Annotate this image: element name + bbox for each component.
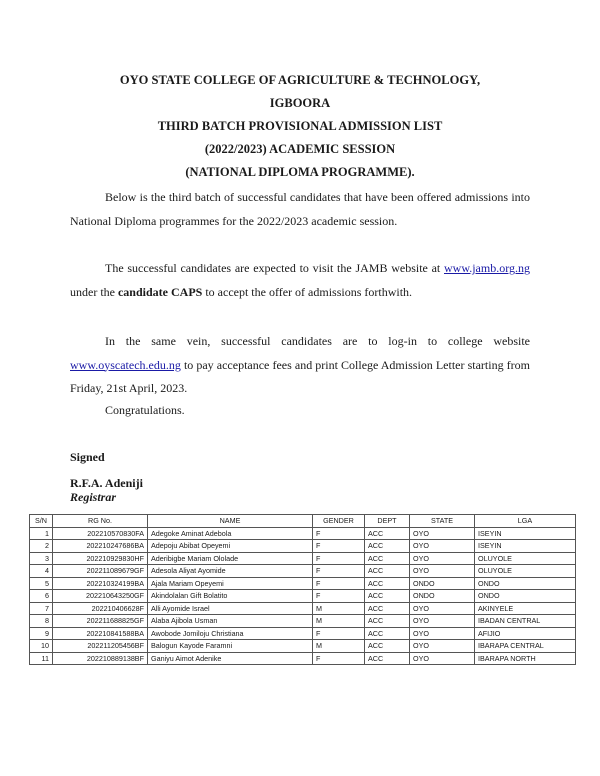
cell-state: OYO: [410, 652, 475, 665]
cell-dept: ACC: [365, 552, 410, 565]
cell-gender: F: [313, 527, 365, 540]
cell-gender: F: [313, 577, 365, 590]
paragraph-college-post: to pay acceptance fees and print College Admission Letter starting from Friday, 21st April, 2023.: [70, 357, 530, 395]
cell-state: OYO: [410, 615, 475, 628]
cell-state: OYO: [410, 552, 475, 565]
table-row: [30, 527, 576, 540]
cell-gender: F: [313, 540, 365, 553]
cell-state: ONDO: [410, 577, 475, 590]
cell-rg-no: 202210324199BA: [53, 577, 148, 590]
cell-lga: IBADAN CENTRAL: [475, 615, 576, 628]
cell-state: OYO: [410, 565, 475, 578]
cell-name: Adegoke Aminat Adebola: [148, 527, 313, 540]
paragraph-jamb-pre: The successful candidates are expected to visit the JAMB website at: [105, 261, 444, 275]
cell-lga: ONDO: [475, 577, 576, 590]
cell-gender: M: [313, 640, 365, 653]
table-row: [30, 602, 576, 615]
heading-line-list-title: THIRD BATCH PROVISIONAL ADMISSION LIST: [157, 119, 443, 133]
cell-lga: IBARAPA CENTRAL: [475, 640, 576, 653]
cell-dept: ACC: [365, 652, 410, 665]
cell-dept: ACC: [365, 540, 410, 553]
cell-lga: ISEYIN: [475, 527, 576, 540]
cell-gender: F: [313, 552, 365, 565]
cell-name: Awobode Jomiloju Christiana: [148, 627, 313, 640]
paragraph-college: [70, 330, 530, 401]
cell-name: Akindolalan Gift Bolatito: [148, 590, 313, 603]
paragraph-jamb-post: to accept the offer of admissions forthwith.: [202, 284, 413, 299]
cell-sn: 10: [30, 640, 53, 653]
registrar-title: Registrar: [70, 490, 117, 504]
cell-sn: 6: [30, 590, 53, 603]
cell-gender: F: [313, 627, 365, 640]
cell-name: Alli Ayomide Israel: [148, 602, 313, 615]
heading-line-session: (2022/2023) ACADEMIC SESSION: [204, 142, 396, 156]
cell-gender: M: [313, 602, 365, 615]
cell-dept: ACC: [365, 527, 410, 540]
cell-state: OYO: [410, 527, 475, 540]
cell-sn: 9: [30, 627, 53, 640]
jamb-website-link[interactable]: www.jamb.org.ng: [444, 261, 530, 275]
cell-rg-no: 202210841588BA: [53, 627, 148, 640]
paragraph-intro: [70, 186, 530, 233]
cell-dept: ACC: [365, 602, 410, 615]
table-row: [30, 590, 576, 603]
table-row: [30, 552, 576, 565]
cell-name: Ganiyu Aimot Adenike: [148, 652, 313, 665]
document-heading: [60, 69, 540, 184]
paragraph-congratulations: [70, 399, 530, 423]
cell-rg-no: 202211688825GF: [53, 615, 148, 628]
table-row: [30, 640, 576, 653]
cell-dept: ACC: [365, 615, 410, 628]
cell-lga: OLUYOLE: [475, 552, 576, 565]
cell-lga: ONDO: [475, 590, 576, 603]
cell-sn: 2: [30, 540, 53, 553]
candidate-caps-text: candidate CAPS: [117, 284, 203, 299]
cell-dept: ACC: [365, 627, 410, 640]
table-header-row: [30, 515, 576, 528]
column-header-dept: DEPT: [365, 515, 410, 528]
cell-rg-no: 202210406628F: [53, 602, 148, 615]
column-header-gender: GENDER: [313, 515, 365, 528]
cell-lga: AFIJIO: [475, 627, 576, 640]
cell-state: OYO: [410, 640, 475, 653]
cell-sn: 4: [30, 565, 53, 578]
paragraph-college-pre: In the same vein, successful candidates are to log-in to college website: [105, 334, 530, 348]
column-header-sn: S/N: [30, 515, 53, 528]
cell-gender: F: [313, 565, 365, 578]
cell-sn: 7: [30, 602, 53, 615]
cell-name: Ajala Mariam Opeyemi: [148, 577, 313, 590]
cell-state: OYO: [410, 602, 475, 615]
cell-dept: ACC: [365, 577, 410, 590]
admission-table: [29, 514, 576, 665]
cell-state: OYO: [410, 540, 475, 553]
table-row: [30, 615, 576, 628]
heading-line-college: OYO STATE COLLEGE OF AGRICULTURE & TECHNOLOGY,: [119, 73, 481, 87]
paragraph-jamb-mid: under the: [70, 284, 118, 299]
column-header-lga: LGA: [475, 515, 576, 528]
cell-state: OYO: [410, 627, 475, 640]
cell-name: Aderibigbe Mariam Ololade: [148, 552, 313, 565]
column-header-name: NAME: [148, 515, 313, 528]
cell-rg-no: 202211205456BF: [53, 640, 148, 653]
cell-sn: 1: [30, 527, 53, 540]
table-row: [30, 577, 576, 590]
registrar-name: R.F.A. Adeniji: [70, 476, 143, 490]
heading-line-programme: (NATIONAL DIPLOMA PROGRAMME).: [185, 165, 415, 179]
signed-label: Signed: [70, 450, 105, 464]
cell-lga: OLUYOLE: [475, 565, 576, 578]
cell-lga: IBARAPA NORTH: [475, 652, 576, 665]
table-row: [30, 540, 576, 553]
cell-dept: ACC: [365, 565, 410, 578]
paragraph-intro-text: Below is the third batch of successful candidates that have been offered admissions into National Diploma programmes for the 2022/2023 academic session.: [70, 190, 530, 228]
cell-rg-no: 202210929830HF: [53, 552, 148, 565]
cell-rg-no: 202210889138BF: [53, 652, 148, 665]
cell-sn: 3: [30, 552, 53, 565]
column-header-state: STATE: [410, 515, 475, 528]
paragraph-jamb: [70, 257, 530, 304]
cell-lga: AKINYELE: [475, 602, 576, 615]
table-row: [30, 565, 576, 578]
cell-gender: F: [313, 590, 365, 603]
cell-rg-no: 202210643250GF: [53, 590, 148, 603]
cell-dept: ACC: [365, 640, 410, 653]
heading-line-town: IGBOORA: [269, 96, 331, 110]
cell-name: Adepoju Abibat Opeyemi: [148, 540, 313, 553]
cell-sn: 5: [30, 577, 53, 590]
table-row: [30, 652, 576, 665]
cell-rg-no: 202211089679GF: [53, 565, 148, 578]
cell-state: ONDO: [410, 590, 475, 603]
cell-gender: M: [313, 615, 365, 628]
cell-name: Alaba Ajibola Usman: [148, 615, 313, 628]
cell-gender: F: [313, 652, 365, 665]
college-website-link[interactable]: www.oyscatech.edu.ng: [70, 357, 181, 372]
cell-rg-no: 202210247686BA: [53, 540, 148, 553]
cell-sn: 8: [30, 615, 53, 628]
cell-sn: 11: [30, 652, 53, 665]
column-header-rg-no: RG No.: [53, 515, 148, 528]
cell-rg-no: 202210570830FA: [53, 527, 148, 540]
cell-lga: ISEYIN: [475, 540, 576, 553]
table-row: [30, 627, 576, 640]
congratulations-text: Congratulations.: [105, 403, 185, 417]
cell-name: Adesola Aliyat Ayomide: [148, 565, 313, 578]
cell-dept: ACC: [365, 590, 410, 603]
cell-name: Balogun Kayode Faramni: [148, 640, 313, 653]
